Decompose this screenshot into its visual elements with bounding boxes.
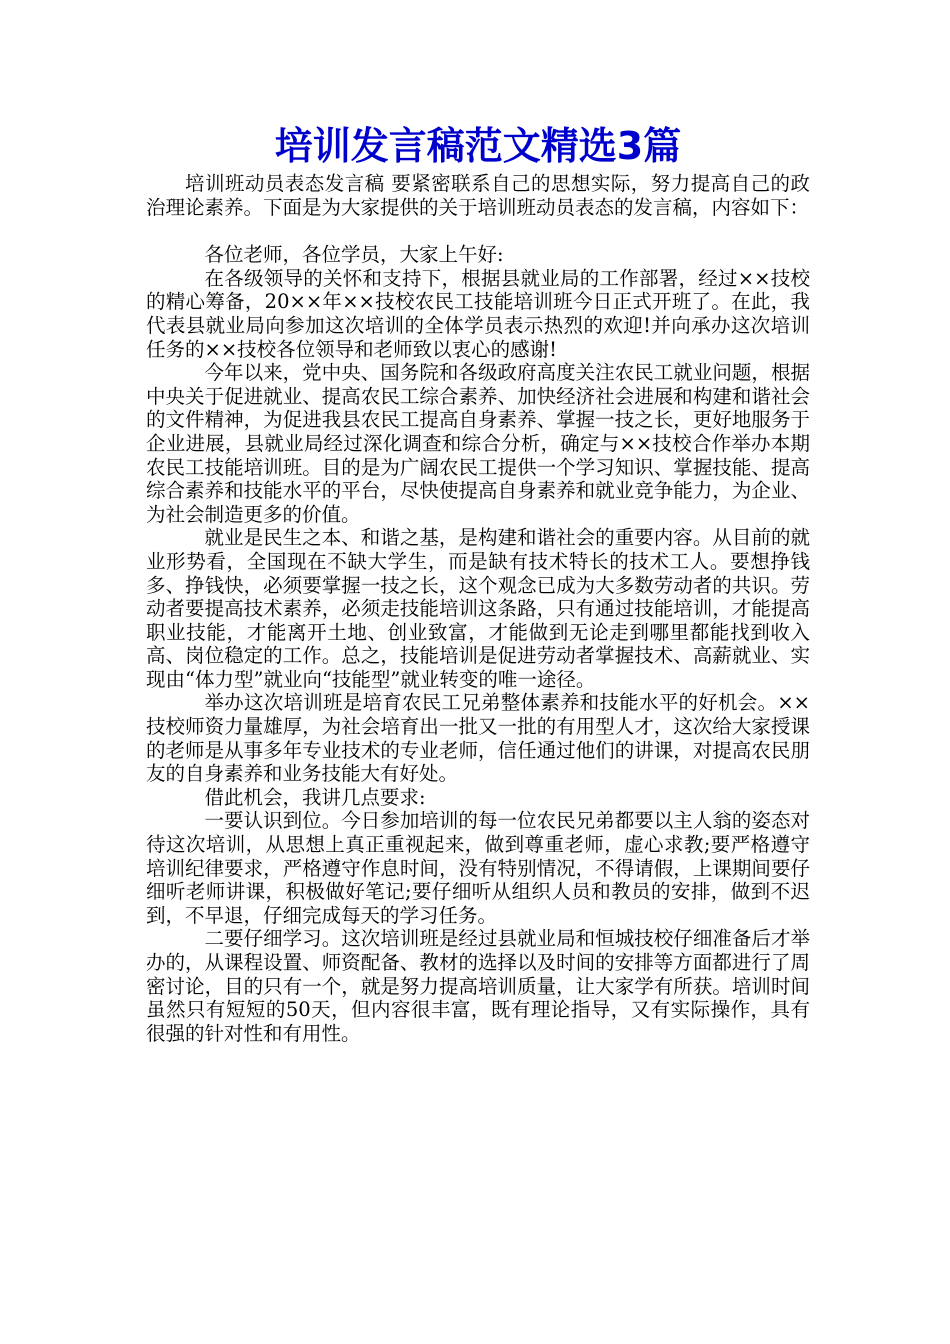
body-paragraph: 就业是民生之本、和谐之基，是构建和谐社会的重要内容。从目前的就业形势看，全国现在不缺大学生，而是缺有技术特长的技术工人。要想挣钱多、挣钱快，必须要掌握一技之长，这个观念已成为大多数劳动者的共识。劳动者要提高技术素养，必须走技能培训这条路，只有通过技能培训，才能提高职业技能，才能离开土地、创业致富，才能做到无论走到哪里都能找到收入高、岗位稳定的工作。总之，技能培训是促进劳动者掌握技术、高薪就业、实现由“体力型”就业向“技能型”就业转变的唯一途径。 <box>146 526 810 691</box>
intro-paragraph: 培训班动员表态发言稿 要紧密联系自己的思想实际，努力提高自己的政治理论素养。下面是为大家提供的关于培训班动员表态的发言稿，内容如下： <box>146 172 810 219</box>
body-paragraph: 二要仔细学习。这次培训班是经过县就业局和恒城技校仔细准备后才举办的，从课程设置、师资配备、教材的选择以及时间的安排等方面都进行了周密讨论，目的只有一个，就是努力提高培训质量，让大家学有所获。培训时间虽然只有短短的50天，但内容很丰富，既有理论指导，又有实际操作，具有很强的针对性和有用性。 <box>146 927 810 1045</box>
body-paragraph: 借此机会，我讲几点要求: <box>204 785 426 809</box>
body-paragraph: 在各级领导的关怀和支持下，根据县就业局的工作部署，经过××技校的精心筹备，20××年××技校农民工技能培训班今日正式开班了。在此，我代表县就业局向参加这次培训的全体学员表示热烈的欢迎!并向承办这次培训任务的××技校各位领导和老师致以衷心的感谢! <box>146 266 810 361</box>
document-page <box>146 122 810 1045</box>
document-title: 培训发言稿范文精选3篇 <box>274 124 682 168</box>
body-paragraph: 今年以来，党中央、国务院和各级政府高度关注农民工就业问题，根据中央关于促进就业、提高农民工综合素养、加快经济社会进展和构建和谐社会的文件精神，为促进我县农民工提高自身素养、掌握一技之长，更好地服务于企业进展，县就业局经过深化调查和综合分析，确定与××技校合作举办本期农民工技能培训班。目的是为广阔农民工提供一个学习知识、掌握技能、提高综合素养和技能水平的平台，尽快使提高自身素养和就业竞争能力，为企业、为社会制造更多的价值。 <box>146 361 810 526</box>
greeting-paragraph: 各位老师，各位学员，大家上午好: <box>204 243 504 267</box>
body-paragraph: 一要认识到位。今日参加培训的每一位农民兄弟都要以主人翁的姿态对待这次培训，从思想上真正重视起来，做到尊重老师，虚心求教;要严格遵守培训纪律要求，严格遵守作息时间，没有特别情况，不得请假，上课期间要仔细听老师讲课，积极做好笔记;要仔细听从组织人员和教员的安排，做到不迟到，不早退，仔细完成每天的学习任务。 <box>146 809 810 927</box>
body-paragraph: 举办这次培训班是培育农民工兄弟整体素养和技能水平的好机会。××技校师资力量雄厚，为社会培育出一批又一批的有用型人才，这次给大家授课的老师是从事多年专业技术的专业老师，信任通过他们的讲课，对提高农民朋友的自身素养和业务技能大有好处。 <box>146 691 810 786</box>
